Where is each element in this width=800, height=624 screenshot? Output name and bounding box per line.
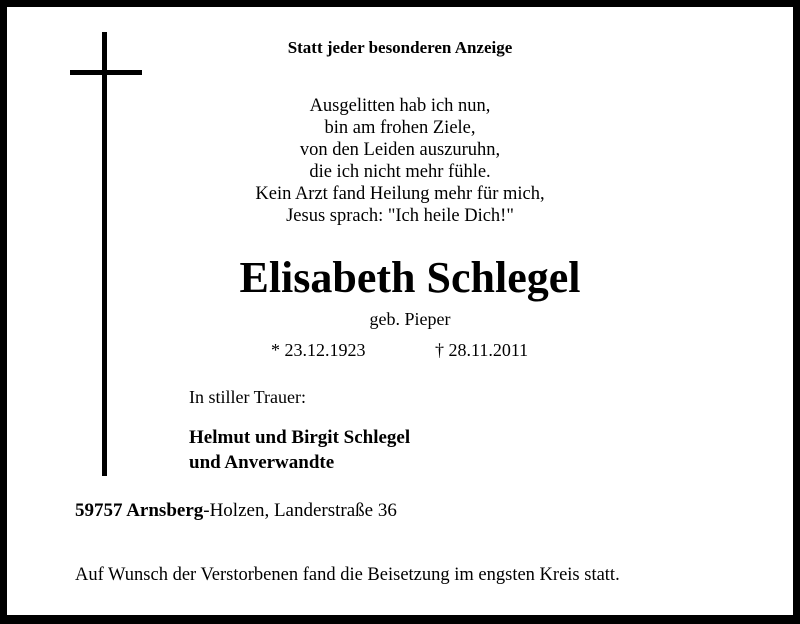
- cross-horizontal-bar: [70, 70, 142, 75]
- announcement-header: Statt jeder besonderen Anzeige: [287, 38, 513, 57]
- poem-line: bin am frohen Ziele,: [324, 118, 476, 138]
- burial-notice: Auf Wunsch der Verstorbenen fand die Beisetzung im engsten Kreis statt.: [75, 565, 620, 585]
- birth-date: * 23.12.1923: [271, 340, 366, 360]
- address-street: -Holzen, Landerstraße 36: [203, 500, 397, 521]
- mourners: [189, 425, 410, 475]
- poem: [200, 95, 600, 227]
- address: [75, 500, 397, 522]
- maiden-name: geb. Pieper: [369, 309, 451, 329]
- mourner-line: und Anverwandte: [189, 452, 335, 473]
- poem-line: Jesus sprach: "Ich heile Dich!": [286, 206, 514, 226]
- mourner-line: Helmut und Birgit Schlegel: [189, 427, 411, 448]
- poem-line: Kein Arzt fand Heilung mehr für mich,: [255, 184, 545, 204]
- mourning-label: In stiller Trauer:: [189, 387, 306, 407]
- address-postal-city: 59757 Arnsberg: [75, 500, 204, 521]
- poem-line: von den Leiden auszuruhn,: [299, 140, 501, 160]
- poem-line: Ausgelitten hab ich nun,: [309, 96, 491, 116]
- deceased-name: Elisabeth Schlegel: [239, 253, 581, 302]
- poem-line: die ich nicht mehr fühle.: [309, 162, 491, 182]
- cross-vertical-bar: [102, 32, 107, 476]
- death-date: † 28.11.2011: [435, 340, 529, 360]
